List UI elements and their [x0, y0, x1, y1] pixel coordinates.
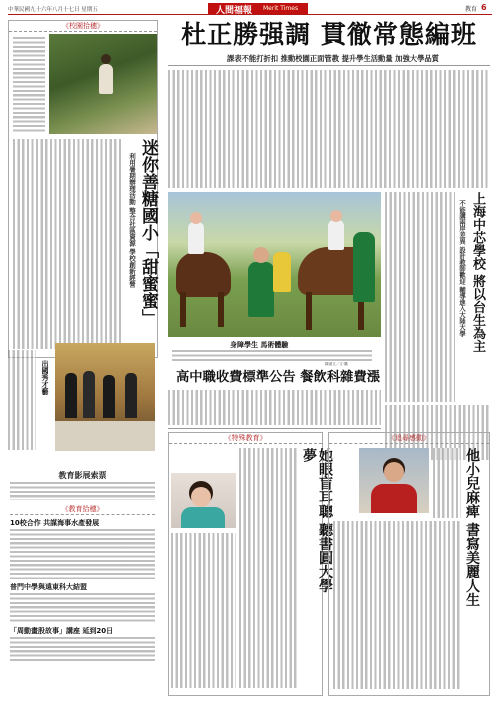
shanghai-headline: 上海中芯學校 將以台生為主	[470, 192, 485, 353]
exhibit-title: 教育影展索票	[58, 470, 107, 480]
masthead-banner	[208, 3, 308, 14]
moving-box-title: 《追尋感動》	[329, 433, 489, 444]
photo-caption-text	[172, 350, 372, 362]
performance-photo-caption: 出國秀才藝	[41, 360, 49, 395]
fees-headline: 高中職收費標準公告 餐飲科雜費漲	[175, 370, 381, 385]
campus-performance-photo	[55, 343, 155, 451]
exhibit-body	[10, 482, 155, 500]
moving-body-text	[433, 448, 461, 518]
issue-date: 中華民國九十六年八月十七日 星期五	[8, 7, 98, 13]
special-education-box	[168, 432, 333, 696]
item2-title: 普門中學與遠東科大結盟	[10, 583, 87, 591]
equestrian-photo	[168, 192, 381, 337]
special-body-text-2	[171, 533, 236, 688]
item1-title: 10校合作 共謀海事水產發展	[10, 519, 100, 527]
rider-left	[188, 222, 204, 254]
photo-caption-title: 身障學生 馬術體驗	[230, 340, 289, 349]
main-article-text	[168, 70, 490, 188]
shanghai-body-text	[385, 192, 455, 402]
education-box-title: 《教育拾穗》	[10, 504, 155, 515]
special-body-text	[239, 448, 297, 688]
masthead-logo: 人間福報	[216, 6, 253, 16]
campus-box	[8, 20, 158, 358]
fees-body-text	[168, 390, 381, 425]
main-subhead: 課表不能打折扣 推動校園正面管教 提升學生活動量 加強大學品質	[227, 54, 439, 63]
campus-body-text	[13, 139, 123, 349]
page-number: 6	[481, 3, 487, 12]
campus-headline: 迷你善糖國小「甜蜜蜜」	[138, 139, 158, 326]
campus-subhead: 利用暑期辦理活動 整合社區資源 學校創新經營	[128, 153, 136, 288]
main-rule	[168, 65, 490, 66]
special-headline: 她眼盲耳聰 聽書圓大學夢	[301, 448, 333, 593]
item3-body	[10, 637, 155, 662]
section-divider	[168, 428, 381, 429]
photo-caption-credit: 陳淑文／文‧攝	[325, 362, 348, 366]
moving-body-text-2	[333, 521, 461, 689]
moving-story-box	[328, 432, 490, 696]
special-box-title: 《特殊教育》	[169, 433, 322, 444]
campus-photo-caption	[13, 37, 45, 132]
campus-top-photo	[49, 34, 157, 134]
masthead-english: Merit Times	[263, 5, 299, 12]
page-header	[8, 3, 492, 15]
rider-right	[328, 220, 344, 250]
item3-title: 「周動畫股故事」講座 延到20日	[10, 627, 114, 635]
horse-left	[176, 252, 231, 297]
main-headline: 杜正勝强調 貫徹常態編班	[181, 20, 477, 49]
student-portrait-photo	[171, 473, 236, 528]
author-portrait-photo	[359, 448, 429, 513]
moving-headline: 他小兒麻痺 書寫美麗人生	[464, 448, 480, 607]
campus-body-text-2	[8, 350, 36, 450]
item1-body	[10, 529, 155, 579]
item2-body	[10, 593, 155, 623]
instructor	[248, 262, 274, 317]
campus-box-title: 《校園拾穗》	[9, 21, 157, 32]
shanghai-subhead: 不能講兩岸差異 設計教師歡迎 輔導進入大陸大學	[458, 200, 465, 337]
section-name: 教育	[465, 6, 478, 13]
